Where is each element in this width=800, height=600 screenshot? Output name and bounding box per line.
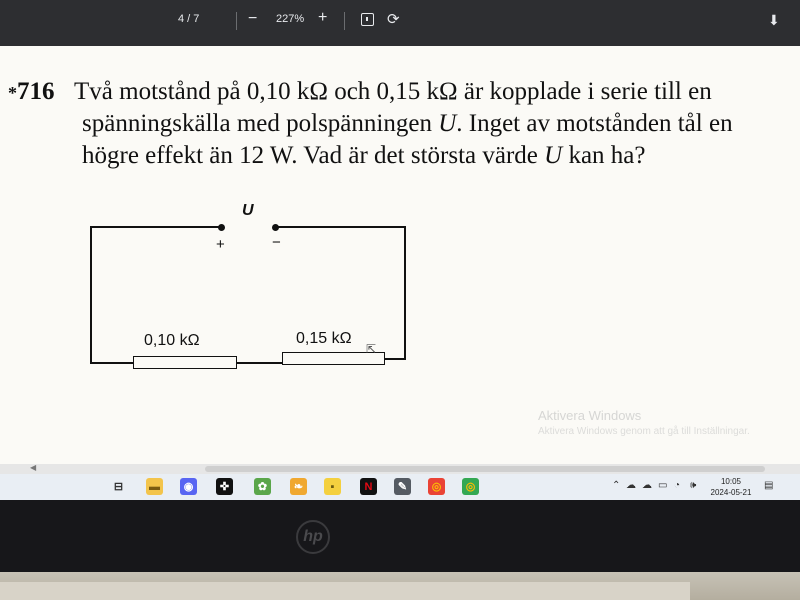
- clock-date: 2024-05-21: [710, 488, 752, 497]
- taskbar-discord-icon[interactable]: ◉: [180, 478, 197, 495]
- terminal-plus: [218, 224, 225, 231]
- page-indicator[interactable]: 4 / 7: [178, 13, 200, 25]
- problem-number: *716: [8, 78, 55, 105]
- wifi-icon[interactable]: ◔: [674, 480, 681, 491]
- source-label: U: [242, 202, 254, 219]
- hp-logo: hp: [296, 520, 330, 554]
- taskbar-chrome-profile-icon[interactable]: ◎: [462, 478, 479, 495]
- clock-time: 10:05: [720, 477, 742, 486]
- rotate-icon[interactable]: ⟳: [387, 11, 400, 28]
- problem-line: Två motstånd på 0,10 kΩ och 0,15 kΩ är kopplade i serie till en: [74, 78, 712, 105]
- taskbar-task-view-icon[interactable]: ⊟: [113, 481, 124, 493]
- horizontal-scrollbar[interactable]: [0, 464, 800, 474]
- download-icon[interactable]: ⬇: [768, 12, 780, 28]
- taskbar-file-explorer-icon[interactable]: ▬: [146, 478, 163, 495]
- scrollbar-thumb[interactable]: [205, 466, 765, 472]
- terminal-minus: [272, 224, 279, 231]
- pdf-page: [0, 46, 800, 464]
- resistor-2-label: 0,15 kΩ: [296, 330, 352, 347]
- taskbar-netflix-icon[interactable]: N: [360, 478, 377, 495]
- taskbar-sticky-notes-icon[interactable]: ▪: [324, 478, 341, 495]
- wire: [383, 358, 406, 360]
- notification-icon[interactable]: ▤: [764, 480, 774, 491]
- wire: [90, 226, 222, 228]
- toolbar-divider: [236, 12, 237, 30]
- scroll-left-icon[interactable]: ◀: [30, 463, 37, 472]
- fit-page-icon[interactable]: [361, 13, 374, 26]
- mouse-cursor-icon: ⇱: [366, 342, 377, 356]
- windows-taskbar: [0, 474, 800, 500]
- taskbar-chrome-icon[interactable]: ◎: [428, 478, 445, 495]
- keyboard-edge: [0, 582, 690, 600]
- zoom-in-button[interactable]: +: [318, 9, 328, 26]
- battery-icon[interactable]: ▭: [658, 480, 668, 491]
- taskbar-app-photos-icon[interactable]: ❧: [290, 478, 307, 495]
- problem-line: spänningskälla med polspänningen U. Inget av motstånden tål en: [82, 110, 733, 137]
- cloud-sync-icon[interactable]: ☁: [642, 480, 652, 491]
- resistor-1-label: 0,10 kΩ: [144, 332, 200, 349]
- zoom-level[interactable]: 227%: [276, 13, 305, 25]
- problem-text: [74, 76, 794, 172]
- wire: [404, 226, 406, 360]
- wire: [90, 362, 135, 364]
- resistor-1: [133, 356, 237, 369]
- wire: [276, 226, 406, 228]
- system-clock[interactable]: [708, 476, 754, 498]
- problem-line: högre effekt än 12 W. Vad är det största värde U kan ha?: [82, 142, 646, 169]
- show-hidden-icons-icon[interactable]: ⌃: [612, 480, 621, 491]
- wire: [235, 362, 283, 364]
- plus-sign: +: [216, 236, 225, 253]
- taskbar-app-green-icon[interactable]: ✿: [254, 478, 271, 495]
- zoom-out-button[interactable]: −: [248, 10, 258, 27]
- volume-icon[interactable]: 🕪: [690, 480, 697, 491]
- taskbar-notes-app-icon[interactable]: ✎: [394, 478, 411, 495]
- pdf-toolbar: [0, 0, 800, 46]
- windows-activation-watermark: Aktivera Windows: [538, 408, 642, 423]
- taskbar-app-grid-icon[interactable]: ✜: [216, 478, 233, 495]
- minus-sign: −: [272, 234, 281, 251]
- wire: [90, 226, 92, 364]
- toolbar-divider: [344, 12, 345, 30]
- windows-activation-hint: Aktivera Windows genom att gå till Inställningar.: [538, 426, 750, 437]
- cloud-icon[interactable]: ☁: [626, 480, 636, 491]
